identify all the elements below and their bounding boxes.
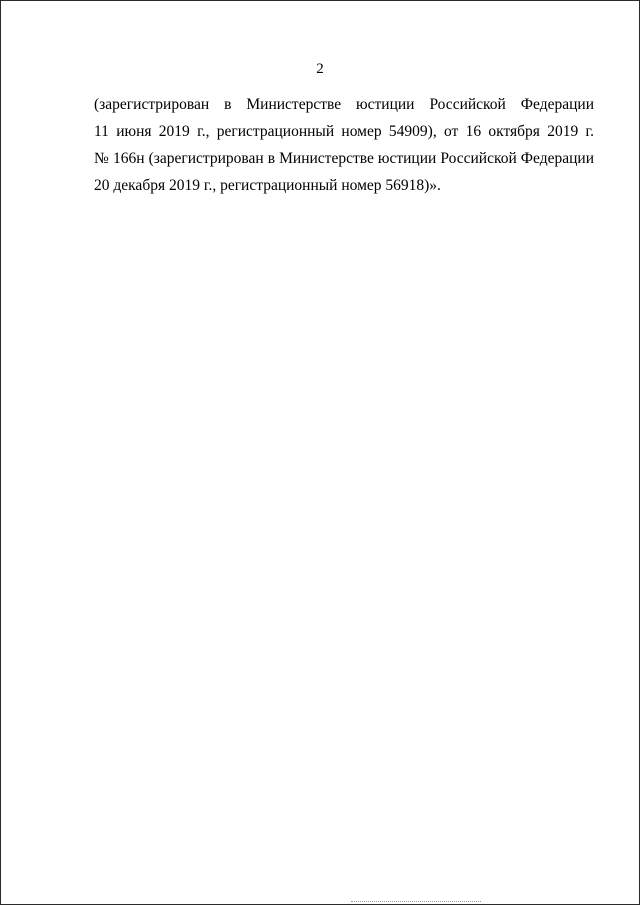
text-line: 20 декабря 2019 г., регистрационный номер 56918)».	[94, 177, 441, 194]
page-number: 2	[316, 61, 324, 77]
text-line: № 166н (зарегистрирован в Министерстве юстиции Российской Федерации	[94, 150, 594, 167]
body-paragraph	[94, 91, 594, 199]
text-line: 11 июня 2019 г., регистрационный номер 54909), от 16 октября 2019 г.	[94, 123, 594, 140]
text-line: (зарегистрирован в Министерстве юстиции Российской Федерации	[94, 96, 594, 113]
scan-artifact	[351, 901, 481, 903]
